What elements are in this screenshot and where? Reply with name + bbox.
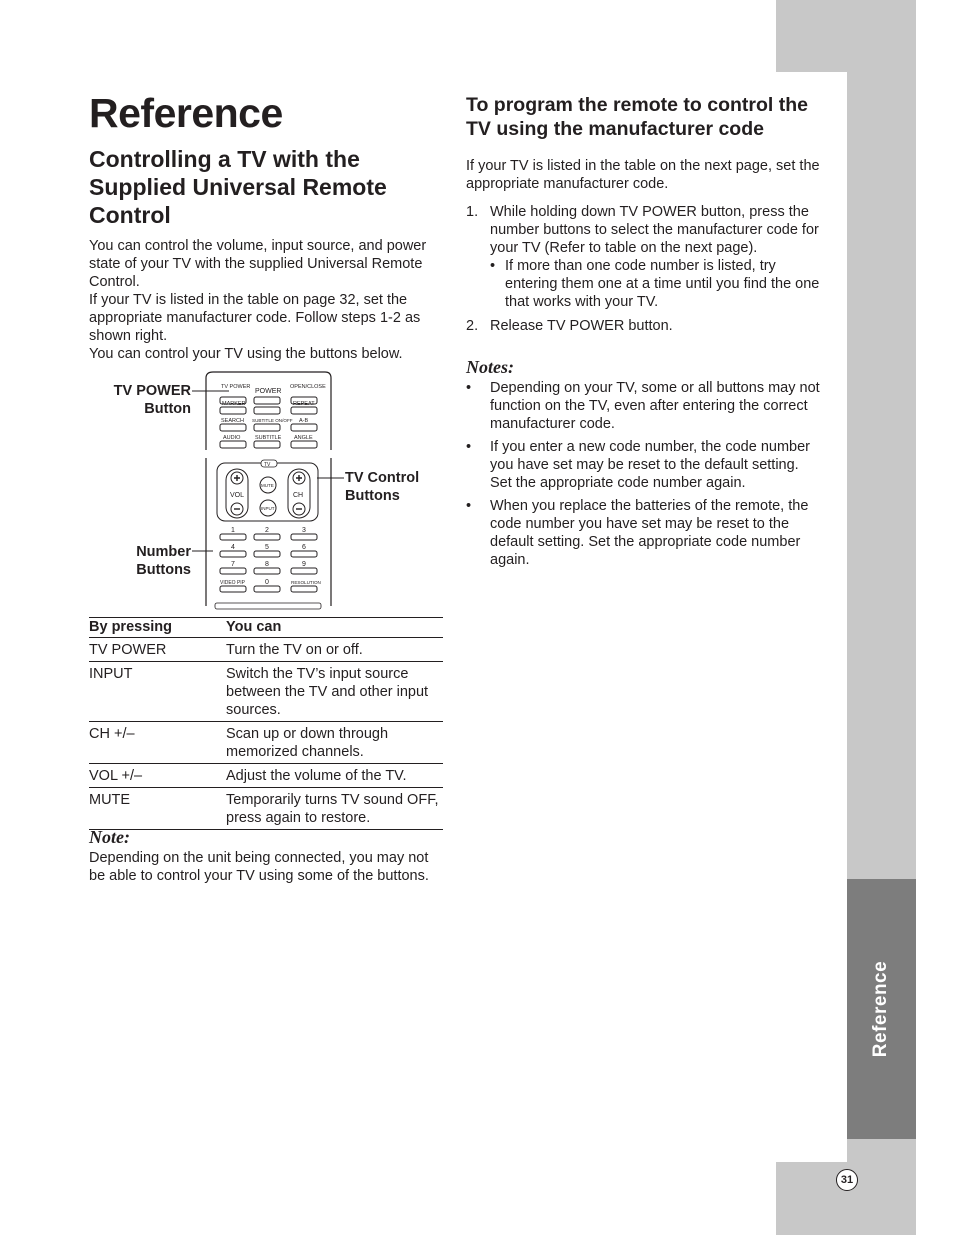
table-row (89, 722, 443, 764)
step-sub-text: If more than one code number is listed, try entering them one at a time until you find the one that works with your TV. (505, 258, 820, 310)
table-cell: Adjust the volume of the TV. (226, 764, 443, 788)
input-label: INPUT (261, 506, 275, 511)
plus-icon (296, 475, 302, 481)
step-text: While holding down TV POWER button, press the number buttons to select the manufacturer code for your TV (Refer to table on the next page). (490, 204, 819, 256)
note-item-text: If you enter a new code number, the code number you have set may be reset to the default setting. Set the appropriate code number again. (490, 439, 811, 491)
callout-line: Buttons (345, 488, 400, 504)
number-button-2 (254, 534, 280, 540)
repeat-button (291, 407, 317, 414)
note-text: Depending on the unit being connected, you may not be able to control your TV using some of the buttons. (89, 850, 429, 884)
remote-label: SUBTITLE (255, 435, 282, 441)
number-button-5 (254, 551, 280, 557)
table-cell: Scan up or down through memorized channels. (226, 722, 443, 764)
step-number: 2. (466, 318, 479, 334)
table-cell: INPUT (89, 662, 226, 722)
callout-line: TV POWER (113, 383, 191, 399)
intro-paragraph: You can control your TV using the buttons below. (89, 346, 403, 362)
program-heading: To program the remote to control the TV using the manufacturer code (466, 94, 808, 140)
search-button (220, 424, 246, 431)
subtitle-onoff-button (254, 424, 280, 431)
note-item-text: When you replace the batteries of the remote, the code number you have set may be reset to the default setting. Set the appropriate code number again. (490, 498, 809, 568)
step-sub-bullet (490, 257, 821, 311)
number-button-3 (291, 534, 317, 540)
bullet-icon: • (466, 439, 472, 455)
remote-label: 6 (302, 544, 306, 551)
callout-line: Button (144, 401, 191, 417)
remote-label: 4 (231, 544, 235, 551)
step-item (466, 203, 821, 311)
intro-paragraph: If your TV is listed in the table on page 32, set the appropriate manufacturer code. Follow steps 1-2 as shown right. (89, 292, 421, 344)
remote-label: OPEN/CLOSE (290, 384, 326, 390)
number-button-6 (291, 551, 317, 557)
remote-label: RESOLUTION (291, 580, 321, 585)
marker-button (220, 407, 246, 414)
note-heading: Note: (89, 827, 130, 847)
note-item-text: Depending on your TV, some or all buttons may not function on the TV, even after entering the correct manufacturer code. (490, 380, 820, 432)
table-row (89, 638, 443, 662)
remote-label: 9 (302, 561, 306, 568)
section-subtitle: Controlling a TV with the Supplied Universal Remote Control (89, 146, 387, 228)
table-cell: Temporarily turns TV sound OFF, press again to restore. (226, 788, 443, 830)
remote-bottom-edge (215, 603, 321, 609)
remote-label: TV POWER (221, 384, 251, 390)
intro-paragraph: You can control the volume, input source, and power state of your TV with the supplied Universal Remote Control. (89, 238, 427, 290)
remote-label: 5 (265, 544, 269, 551)
mute-label: MUTE (261, 483, 274, 488)
subtitle-button (254, 441, 280, 448)
number-button-1 (220, 534, 246, 540)
table-header: By pressing (89, 618, 226, 638)
page-number: 31 (836, 1169, 858, 1191)
number-button-7 (220, 568, 246, 574)
step-text: Release TV POWER button. (490, 318, 673, 334)
intro-text (89, 237, 449, 363)
notes-list (466, 379, 821, 574)
bullet-icon: • (490, 258, 496, 274)
remote-label: 0 (265, 579, 269, 586)
remote-label: A-B (299, 418, 309, 424)
remote-label: 7 (231, 561, 235, 568)
tv-badge-label: TV (264, 462, 271, 468)
callout-line: TV Control (345, 470, 420, 486)
number-button-0 (254, 586, 280, 592)
table-cell: VOL +/– (89, 764, 226, 788)
remote-label: 8 (265, 561, 269, 568)
remote-label: SEARCH (221, 418, 244, 424)
section-tab-text: Reference (870, 960, 892, 1058)
button-function-table (89, 617, 443, 830)
remote-label: REPEAT (293, 401, 315, 407)
number-button-4 (220, 551, 246, 557)
callout-line: Buttons (136, 562, 191, 578)
table-row (89, 764, 443, 788)
table-cell: TV POWER (89, 638, 226, 662)
table-header-row (89, 618, 443, 638)
remote-label: POWER (255, 388, 282, 395)
note-item (466, 438, 821, 492)
remote-label: MARKER (222, 401, 246, 407)
table-row (89, 788, 443, 830)
bullet-icon: • (466, 498, 472, 514)
table-cell: Switch the TV’s input source between the TV and other input sources. (226, 662, 443, 722)
program-intro: If your TV is listed in the table on the next page, set the appropriate manufacturer code. (466, 158, 820, 192)
table-row (89, 662, 443, 722)
notes-heading: Notes: (466, 357, 514, 377)
remote-drawing (89, 368, 449, 610)
section-tab-label (847, 879, 916, 1139)
page-title: Reference (89, 90, 283, 136)
program-steps (466, 203, 821, 335)
number-button-8 (254, 568, 280, 574)
table-cell: CH +/– (89, 722, 226, 764)
angle-button (291, 441, 317, 448)
note-item (466, 497, 821, 569)
bullet-icon: • (466, 380, 472, 396)
note-item (466, 379, 821, 433)
top-button-labels (221, 384, 326, 441)
remote-label: AUDIO (223, 435, 241, 441)
remote-label: 2 (265, 527, 269, 534)
blank-button (254, 407, 280, 414)
vol-label: VOL (230, 492, 245, 499)
ch-label: CH (293, 492, 304, 499)
number-button-9 (291, 568, 317, 574)
table-cell: MUTE (89, 788, 226, 830)
step-item (466, 317, 821, 335)
power-button (254, 397, 280, 404)
step-number: 1. (466, 204, 479, 220)
remote-label: SUBTITLE ON/OFF (252, 418, 293, 423)
remote-label: ANGLE (294, 435, 313, 441)
video-pip-button (220, 586, 246, 592)
table-cell: Turn the TV on or off. (226, 638, 443, 662)
remote-label: 3 (302, 527, 306, 534)
remote-label: 1 (231, 527, 235, 534)
remote-label: VIDEO PIP (220, 580, 246, 586)
a-b-button (291, 424, 317, 431)
remote-illustration (89, 368, 449, 610)
table-header: You can (226, 618, 443, 638)
callout-line: Number (136, 544, 191, 560)
plus-icon (234, 475, 240, 481)
resolution-button (291, 586, 317, 592)
audio-button (220, 441, 246, 448)
